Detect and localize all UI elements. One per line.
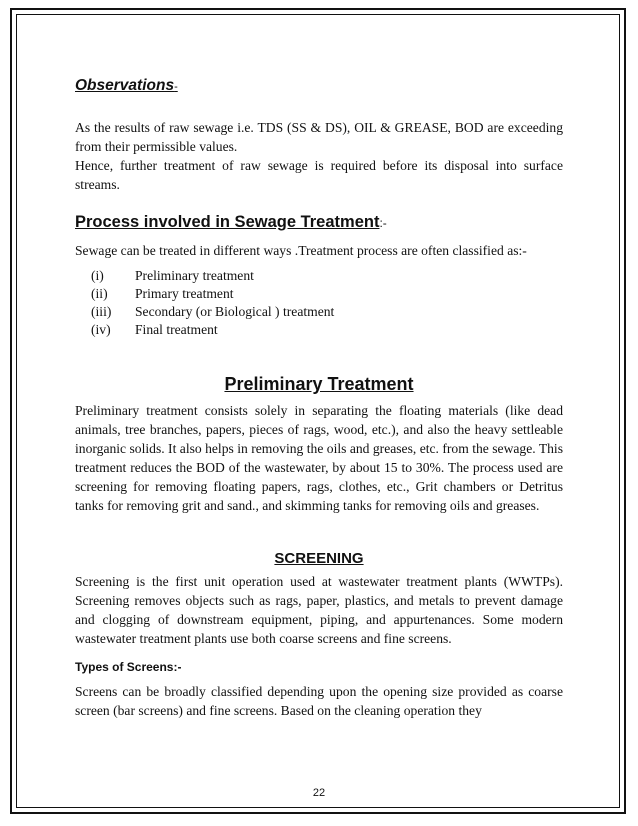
- observations-paragraph: As the results of raw sewage i.e. TDS (SS & DS), OIL & GREASE, BOD are exceeding from their permissible values.: [75, 120, 563, 154]
- preliminary-paragraph: Preliminary treatment consists solely in separating the floating materials (like dead animals, tree branches, papers, pieces of rags, wood, etc.), and also the heavy settleable inorganic solids. It also helps in removing the oils and greases, etc. from the sewage. This treatment reduces the BOD of the wastewater, by about 15 to 30%. The process used are screening for removing floating papers, rags, clothes, etc., Grit chambers or Detritus tanks for removing grit and sand., and skimming tanks for removing oils and greases.: [75, 403, 563, 513]
- list-item: [75, 321, 563, 339]
- treatment-list: [75, 267, 563, 339]
- list-item-number: (iv): [91, 322, 111, 337]
- list-item: [75, 303, 563, 321]
- observations-paragraph-2: Hence, further treatment of raw sewage is required before its disposal into surface streams.: [75, 158, 563, 192]
- list-item-text: Secondary (or Biological ) treatment: [135, 304, 335, 319]
- screening-heading: SCREENING: [274, 550, 364, 567]
- process-heading-suffix: :-: [379, 216, 387, 230]
- list-item-text: Preliminary treatment: [135, 268, 254, 283]
- process-heading-text: Process involved in Sewage Treatment: [75, 213, 380, 231]
- observations-heading-text: Observations: [75, 77, 175, 94]
- list-item-text: Primary treatment: [135, 286, 234, 301]
- list-item-number: (i): [91, 268, 104, 283]
- types-of-screens-heading: Types of Screens:-: [75, 660, 182, 674]
- screening-paragraph: Screening is the first unit operation used at wastewater treatment plants (WWTPs). Screening removes objects such as rags, paper, plastics, and metals to prevent damage and clogging of downstream equipment, piping, and appurtenances. Some modern wastewater treatment plants use both coarse screens and fine screens.: [75, 574, 563, 646]
- process-intro: Sewage can be treated in different ways .Treatment process are often classified as:-: [75, 243, 527, 258]
- types-of-screens-paragraph: Screens can be broadly classified depending upon the opening size provided as coarse screen (bar screens) and fine screens. Based on the cleaning operation they: [75, 684, 563, 718]
- page-number: 22: [312, 787, 326, 799]
- observations-heading-suffix: -: [174, 81, 178, 93]
- observations-heading: [75, 76, 563, 97]
- list-item-number: (ii): [91, 286, 108, 301]
- list-item: [75, 285, 563, 303]
- document-body: [75, 76, 563, 720]
- process-heading: [75, 211, 563, 234]
- list-item-text: Final treatment: [135, 322, 218, 337]
- list-item-number: (iii): [91, 304, 112, 319]
- list-item: [75, 267, 563, 285]
- preliminary-heading: Preliminary Treatment: [224, 374, 414, 394]
